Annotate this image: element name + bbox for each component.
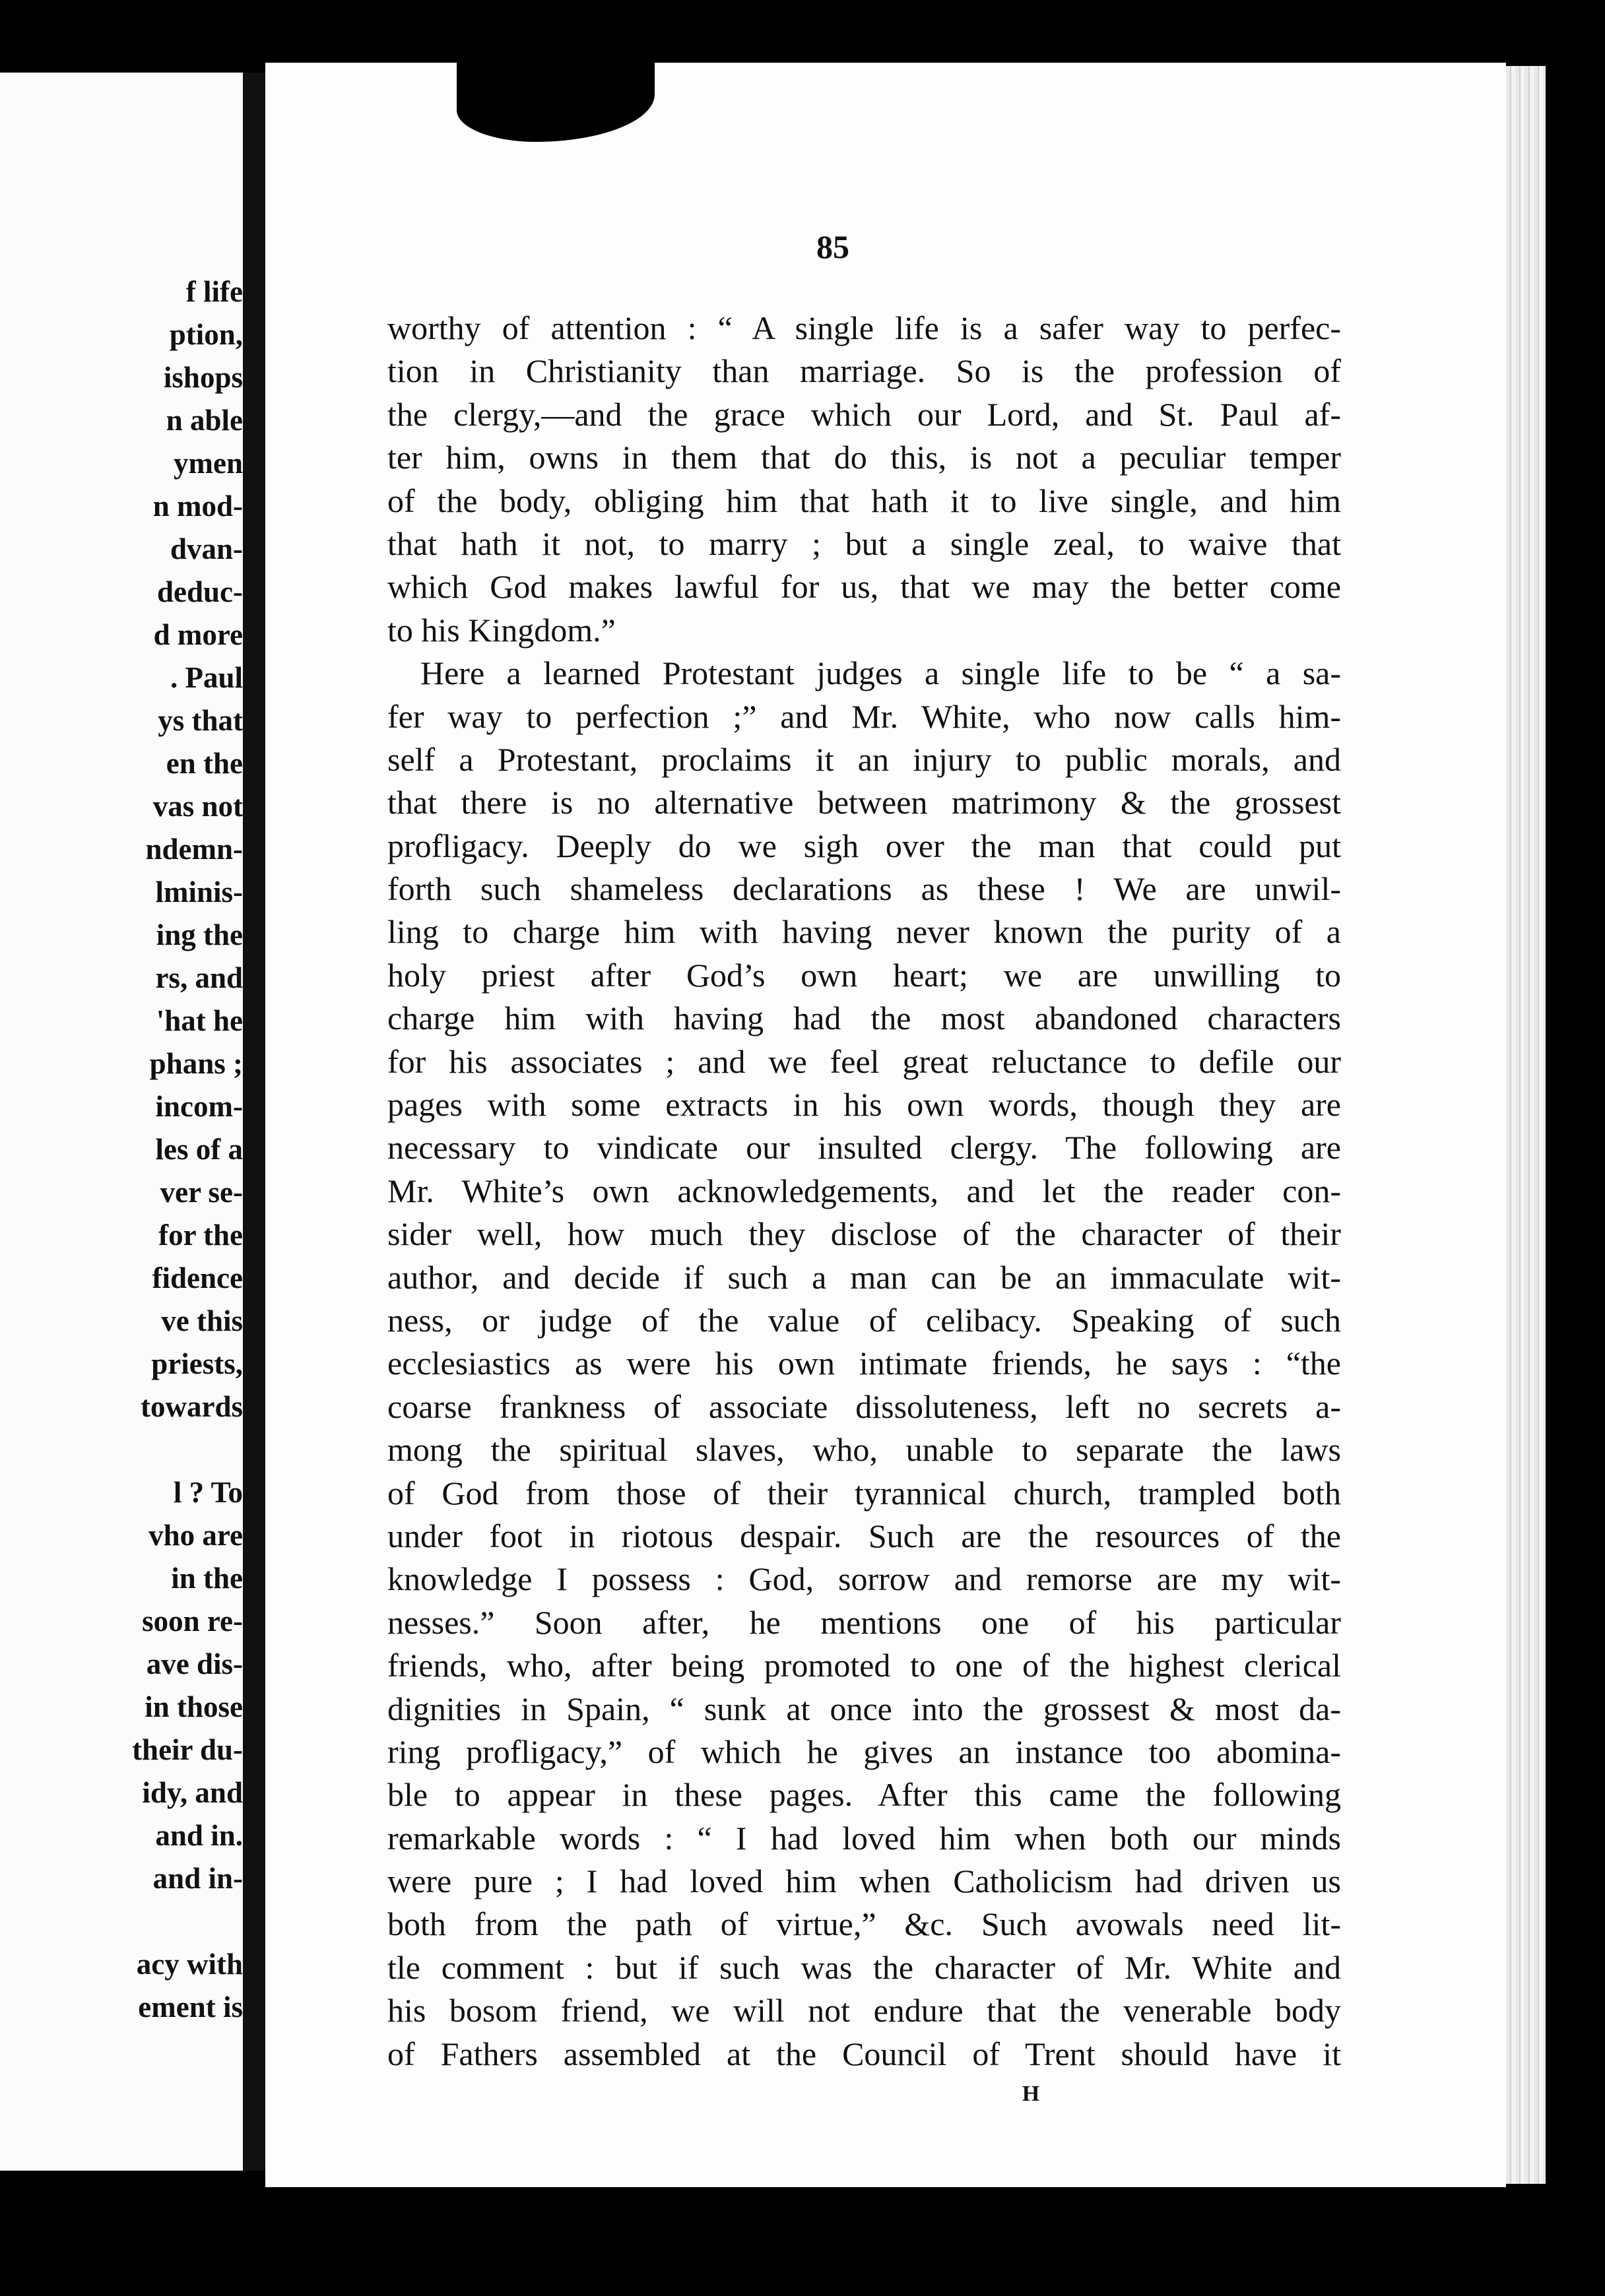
left-page-line: deduc- bbox=[156, 575, 243, 608]
text-line: knowledge I possess : God, sorrow and remorse are my wit- bbox=[387, 1560, 1341, 1598]
page-stack-edge bbox=[1506, 66, 1546, 2184]
left-page-line: priests, bbox=[151, 1347, 243, 1380]
text-line: for his associates ; and we feel great reluctance to defile our bbox=[387, 1042, 1341, 1080]
left-facing-page bbox=[0, 73, 243, 2171]
left-page-blank-line bbox=[132, 1428, 243, 1471]
left-page-line: f life bbox=[185, 275, 243, 308]
left-page-line: ys that bbox=[158, 704, 243, 737]
left-page-line: l ? To bbox=[173, 1476, 243, 1509]
text-line: ble to appear in these pages. After this came the following bbox=[387, 1776, 1341, 1814]
text-line: his bosom friend, we will not endure that the venerable body bbox=[387, 1992, 1341, 2029]
left-page-line: incom- bbox=[155, 1090, 243, 1123]
left-page-line: towards bbox=[141, 1390, 243, 1423]
text-line: necessary to vindicate our insulted clergy. The following are bbox=[387, 1129, 1341, 1166]
left-page-line: and in- bbox=[152, 1862, 243, 1895]
left-page-line: ement is bbox=[138, 1991, 243, 2024]
text-line: the clergy,—and the grace which our Lord, and St. Paul af- bbox=[387, 395, 1341, 433]
text-line: under foot in riotous despair. Such are the resources of the bbox=[387, 1517, 1341, 1554]
left-page-line: ndemn- bbox=[145, 833, 243, 866]
left-page-line: in those bbox=[145, 1690, 243, 1723]
text-line: which God makes lawful for us, that we may the better come bbox=[387, 568, 1341, 606]
text-line: ness, or judge of the value of celibacy. Speaking of such bbox=[387, 1301, 1341, 1339]
right-page bbox=[265, 63, 1506, 2187]
text-line: forth such shameless declarations as these ! We are unwil- bbox=[387, 870, 1341, 908]
left-page-line: phans ; bbox=[149, 1047, 243, 1080]
left-page-line: and in. bbox=[155, 1819, 243, 1852]
page-number: 85 bbox=[816, 228, 849, 265]
left-page-line: en the bbox=[166, 747, 243, 780]
text-line: coarse frankness of associate dissoluteness, left no secrets a- bbox=[387, 1387, 1341, 1425]
left-page-line: 'hat he bbox=[156, 1004, 243, 1037]
left-page-line: d more bbox=[153, 618, 243, 651]
text-line: tle comment : but if such was the character of Mr. White and bbox=[387, 1948, 1341, 1986]
left-page-line: soon re- bbox=[142, 1605, 243, 1638]
text-line: mong the spiritual slaves, who, unable to separate the laws bbox=[387, 1431, 1341, 1469]
text-line: fer way to perfection ;” and Mr. White, who now calls him- bbox=[387, 697, 1341, 735]
left-page-blank-line bbox=[132, 1900, 243, 1943]
left-page-line: idy, and bbox=[142, 1776, 243, 1809]
text-line: of the body, obliging him that hath it to live single, and him bbox=[387, 482, 1341, 519]
text-line: pages with some extracts in his own words, though they are bbox=[387, 1086, 1341, 1124]
left-page-line: . Paul bbox=[170, 661, 243, 694]
text-line: that hath it not, to marry ; but a single zeal, to waive that bbox=[387, 525, 1341, 562]
left-page-line: ing the bbox=[156, 918, 243, 951]
page-body-text bbox=[387, 307, 1341, 2076]
text-line: ling to charge him with having never known the purity of a bbox=[387, 913, 1341, 951]
text-line: both from the path of virtue,” &c. Such avowals need lit- bbox=[387, 1905, 1341, 1943]
text-line: dignities in Spain, “ sunk at once into the grossest & most da- bbox=[387, 1690, 1341, 1727]
left-page-line: ave dis- bbox=[146, 1647, 243, 1680]
left-page-line: ption, bbox=[169, 318, 243, 351]
text-line: friends, who, after being promoted to one of the highest clerical bbox=[387, 1647, 1341, 1684]
text-line: holy priest after God’s own heart; we are unwilling to bbox=[387, 956, 1341, 994]
text-line: of God from those of their tyrannical church, trampled both bbox=[387, 1474, 1341, 1512]
text-line: ring profligacy,” of which he gives an instance too abomina- bbox=[387, 1733, 1341, 1770]
text-line: that there is no alternative between matrimony & the grossest bbox=[387, 784, 1341, 821]
text-line: worthy of attention : “ A single life is a safer way to perfec- bbox=[387, 309, 1341, 346]
text-line: sider well, how much they disclose of the character of their bbox=[387, 1215, 1341, 1253]
text-line: profligacy. Deeply do we sigh over the man that could put bbox=[387, 827, 1341, 864]
text-line: remarkable words : “ I had loved him when both our minds bbox=[387, 1819, 1341, 1857]
left-page-line: n mod- bbox=[152, 490, 243, 523]
text-line: charge him with having had the most abandoned characters bbox=[387, 1000, 1341, 1037]
left-page-line: ver se- bbox=[160, 1176, 243, 1209]
signature-mark: H bbox=[1022, 2082, 1040, 2106]
text-line: ter him, owns in them that do this, is not a peculiar temper bbox=[387, 439, 1341, 476]
left-page-line: in the bbox=[171, 1562, 243, 1595]
left-page-line: vho are bbox=[148, 1519, 243, 1552]
text-line: Here a learned Protestant judges a single life to be “ a sa- bbox=[420, 654, 1341, 692]
left-page-line: vas not bbox=[152, 790, 243, 823]
book-gutter bbox=[243, 73, 265, 2171]
left-page-line: for the bbox=[158, 1219, 243, 1252]
left-page-line: fidence bbox=[152, 1261, 243, 1294]
left-page-line: their du- bbox=[132, 1733, 243, 1766]
text-line: ecclesiastics as were his own intimate friends, he says : “the bbox=[387, 1345, 1341, 1382]
torn-edge bbox=[457, 63, 655, 142]
text-line: nesses.” Soon after, he mentions one of his particular bbox=[387, 1603, 1341, 1641]
left-page-text-fragment bbox=[132, 271, 243, 2029]
text-line: author, and decide if such a man can be an immaculate wit- bbox=[387, 1258, 1341, 1296]
text-line: to his Kingdom.” bbox=[387, 611, 616, 649]
left-page-line: ishops bbox=[163, 361, 243, 394]
text-line: of Fathers assembled at the Council of Trent should have it bbox=[387, 2035, 1341, 2072]
text-line: were pure ; I had loved him when Catholicism had driven us bbox=[387, 1863, 1341, 1900]
left-page-line: n able bbox=[166, 404, 243, 437]
text-line: self a Protestant, proclaims it an injury to public morals, and bbox=[387, 740, 1341, 778]
text-line: tion in Christianity than marriage. So is the profession of bbox=[387, 352, 1341, 390]
left-page-line: rs, and bbox=[155, 961, 243, 994]
left-page-line: ymen bbox=[174, 447, 243, 480]
left-page-line: acy with bbox=[136, 1948, 243, 1981]
left-page-line: les of a bbox=[155, 1133, 243, 1166]
left-page-line: lminis- bbox=[155, 876, 243, 909]
left-page-line: dvan- bbox=[170, 532, 243, 565]
left-page-line: ve this bbox=[161, 1304, 243, 1337]
text-line: Mr. White’s own acknowledgements, and let the reader con- bbox=[387, 1172, 1341, 1209]
